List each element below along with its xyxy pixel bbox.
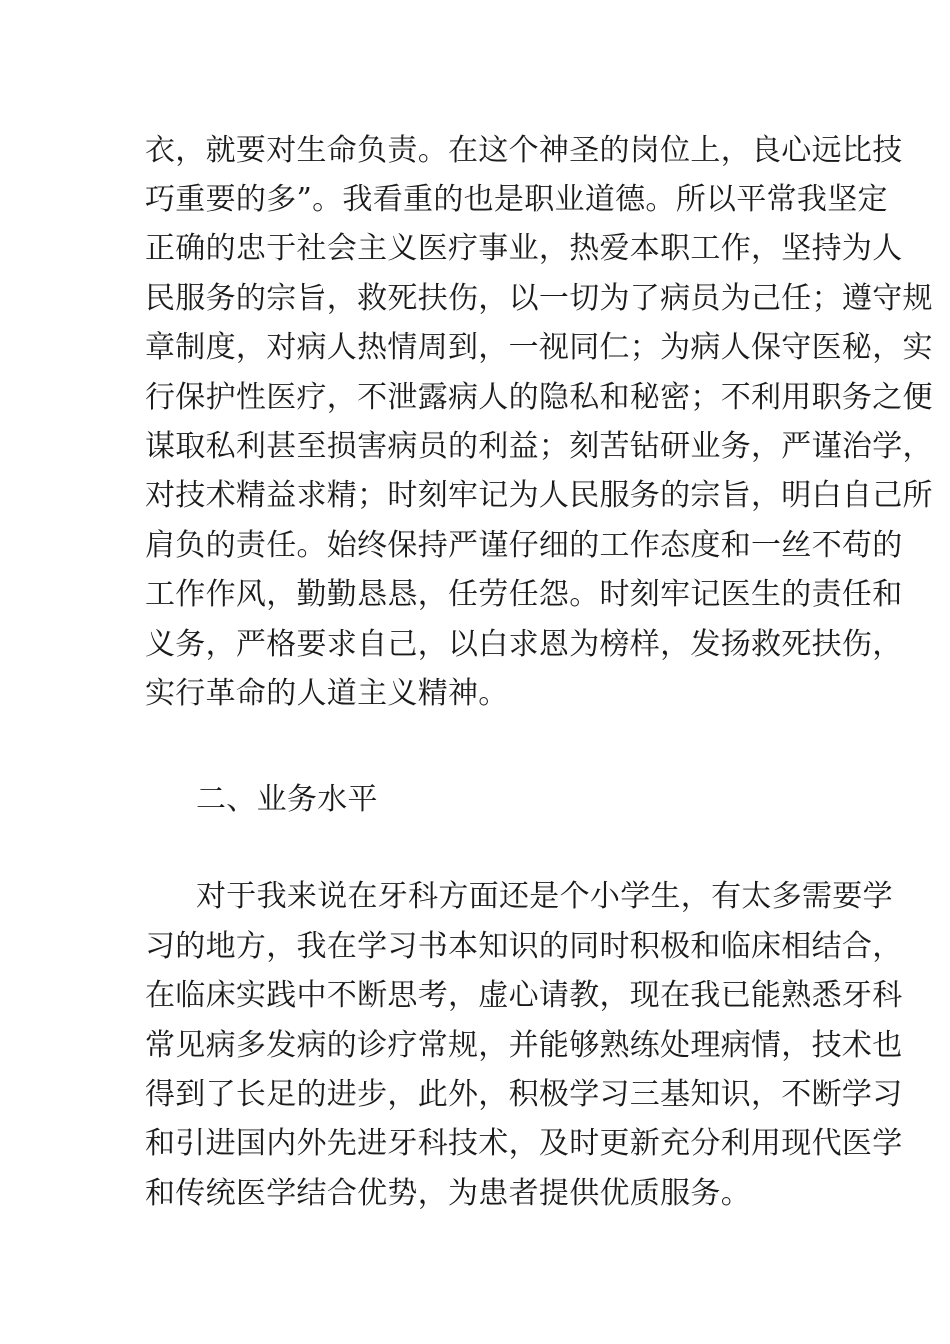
paragraph-line: 和引进国内外先进牙科技术，及时更新充分利用现代医学 [145, 1126, 903, 1161]
paragraph-line: 巧重要的多”。我看重的也是职业道德。所以平常我坚定 [145, 182, 888, 217]
paragraph-line: 工作作风，勤勤恳恳，任劳任怨。时刻牢记医生的责任和 [145, 577, 903, 612]
paragraph-line: 正确的忠于社会主义医疗事业，热爱本职工作，坚持为人 [145, 231, 903, 266]
paragraph-line: 行保护性医疗，不泄露病人的隐私和秘密；不利用职务之便 [145, 380, 933, 415]
paragraph-line: 对技术精益求精；时刻牢记为人民服务的宗旨，明白自己所 [145, 478, 933, 513]
paragraph-line: 衣，就要对生命负责。在这个神圣的岗位上，良心远比技 [145, 133, 903, 168]
paragraph-line: 在临床实践中不断思考，虚心请教，现在我已能熟悉牙科 [145, 978, 903, 1013]
paragraph-line: 和传统医学结合优势，为患者提供优质服务。 [145, 1176, 751, 1211]
section-heading: 二、业务水平 [196, 782, 378, 817]
paragraph-line: 习的地方，我在学习书本知识的同时积极和临床相结合， [145, 929, 903, 964]
paragraph-line: 对于我来说在牙科方面还是个小学生，有太多需要学 [196, 879, 893, 914]
paragraph-line: 实行革命的人道主义精神。 [145, 676, 509, 711]
paragraph-line: 得到了长足的进步，此外，积极学习三基知识，不断学习 [145, 1077, 903, 1112]
paragraph-line: 民服务的宗旨，救死扶伤，以一切为了病员为己任；遵守规 [145, 281, 933, 316]
paragraph-line: 常见病多发病的诊疗常规，并能够熟练处理病情，技术也 [145, 1028, 903, 1063]
paragraph-line: 肩负的责任。始终保持严谨仔细的工作态度和一丝不苟的 [145, 528, 903, 563]
paragraph-line: 义务，严格要求自己，以白求恩为榜样，发扬救死扶伤， [145, 627, 903, 662]
paragraph-line: 章制度，对病人热情周到，一视同仁；为病人保守医秘，实 [145, 330, 933, 365]
paragraph-line: 谋取私利甚至损害病员的利益；刻苦钻研业务，严谨治学， [145, 429, 933, 464]
